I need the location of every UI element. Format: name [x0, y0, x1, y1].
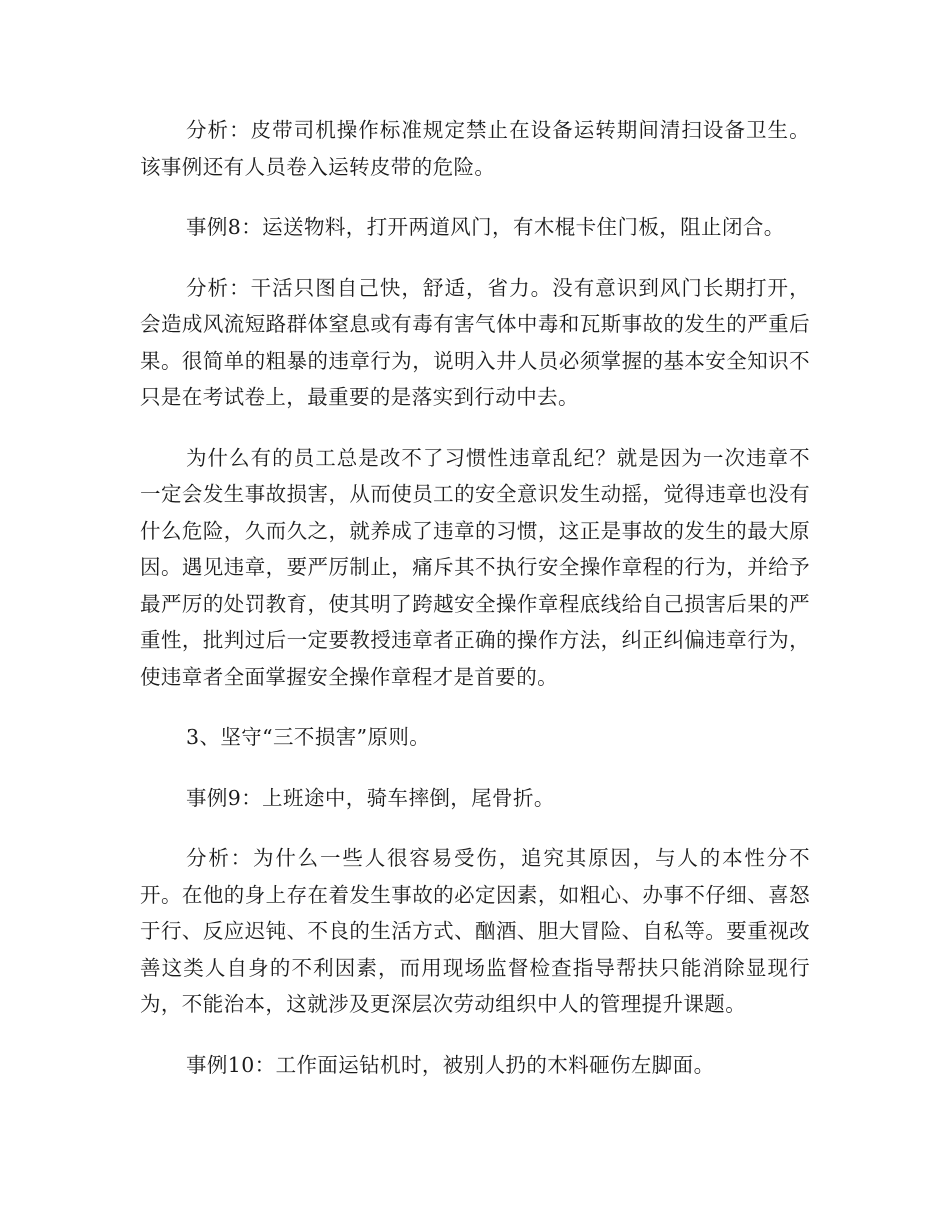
paragraph-gap	[140, 816, 810, 840]
paragraph-analysis-injury-prone: 分析：为什么一些人很容易受伤，追究其原因，与人的本性分不开。在他的身上存在着发生事故的必定因素，如粗心、办事不仔细、喜怒于行、反应迟钝、不良的生活方式、酗酒、胆大冒险、自私等。要重视改善这类人自身的不利因素，而用现场监督检查指导帮扶只能消除显现行为，不能治本，这就涉及更深层次劳动组织中人的管理提升课题。	[140, 846, 810, 1016]
paragraph-gap	[140, 246, 810, 270]
paragraph-analysis-air-door: 分析：干活只图自己快，舒适，省力。没有意识到风门长期打开，会造成风流短路群体窒息或有毒有害气体中毒和瓦斯事故的发生的严重后果。很简单的粗暴的违章行为，说明入井人员必须掌握的基本安全知识不只是在考试卷上，最重要的是落实到行动中去。	[140, 275, 810, 409]
paragraph-case-8: 事例8：运送物料，打开两道风门，有木棍卡住门板，阻止闭合。	[186, 215, 785, 239]
paragraph-gap	[140, 185, 810, 209]
paragraph-analysis-belt: 分析：皮带司机操作标准规定禁止在设备运转期间清扫设备卫生。该事例还有人员卷入运转皮带的危险。	[140, 118, 810, 179]
document-body	[140, 112, 810, 1083]
paragraph-gap	[140, 695, 810, 719]
section-heading-three-no-harm: 3、坚守“三不损害”原则。	[186, 725, 431, 749]
paragraph-gap	[140, 756, 810, 780]
paragraph-case-10: 事例10：工作面运钻机时，被别人扔的木料砸伤左脚面。	[186, 1052, 715, 1077]
paragraph-gap	[140, 1023, 810, 1047]
paragraph-habitual-violation: 为什么有的员工总是改不了习惯性违章乱纪？就是因为一次违章不一定会发生事故损害，从而使员工的安全意识发生动摇，觉得违章也没有什么危险，久而久之，就养成了违章的习惯，这正是事故的发生的最大原因。遇见违章，要严厉制止，痛斥其不执行安全操作章程的行为，并给予最严厉的处罚教育，使其明了跨越安全操作章程底线给自己损害后果的严重性，批判过后一定要教授违章者正确的操作方法，纠正纠偏违章行为，使违章者全面掌握安全操作章程才是首要的。	[140, 445, 810, 689]
paragraph-case-9: 事例9：上班途中，骑车摔倒，尾骨折。	[186, 785, 555, 810]
paragraph-gap	[140, 416, 810, 440]
